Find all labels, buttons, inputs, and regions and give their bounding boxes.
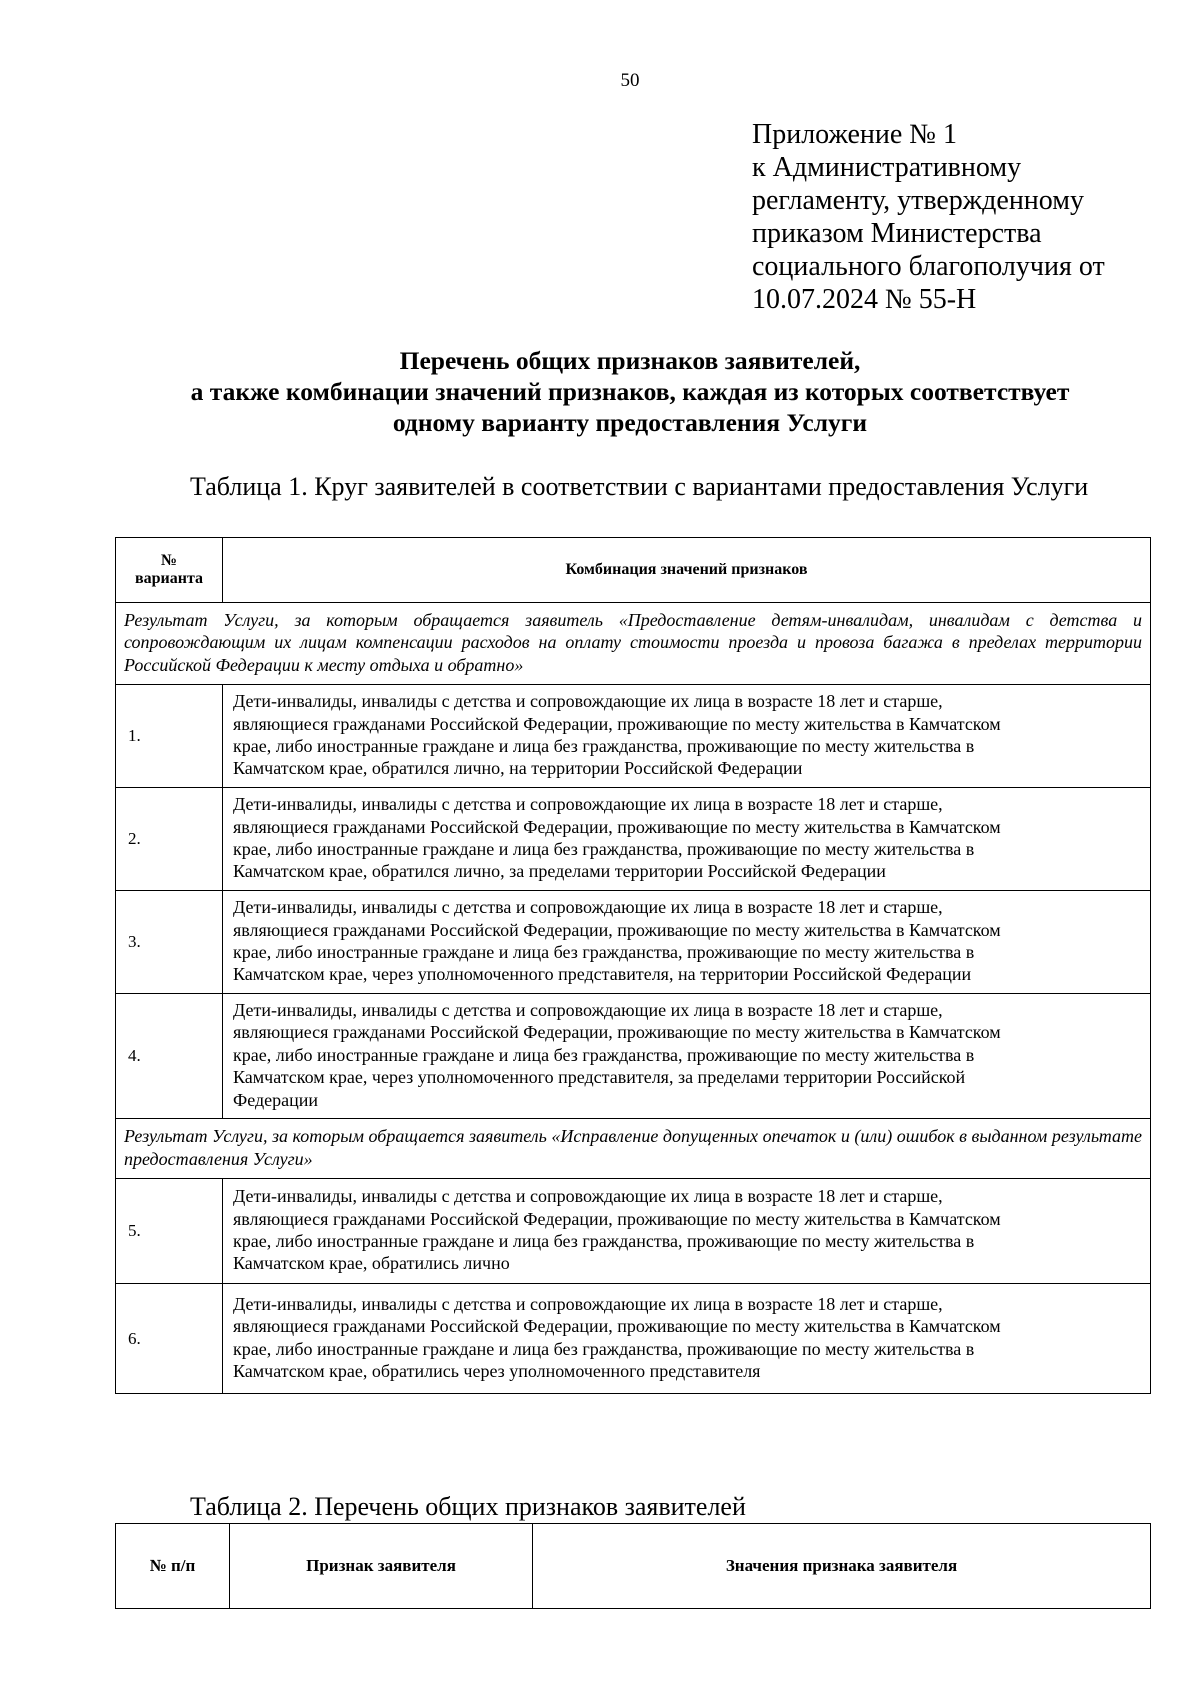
section-row — [116, 603, 1151, 685]
attribute-values-header: Значения признака заявителя — [533, 1524, 1151, 1609]
title-line: а также комбинации значений признаков, каждая из которых соответствует — [190, 377, 1070, 406]
table2-caption: Таблица 2. Перечень общих признаков заявителей — [190, 1492, 746, 1521]
table-row — [116, 788, 1151, 891]
table-row — [116, 994, 1151, 1119]
appendix-line: социального благополучия от — [752, 251, 1105, 282]
appendix-line: приказом Министерства — [752, 218, 1042, 249]
variant-description: Дети-инвалиды, инвалиды с детства и сопровождающие их лица в возрасте 18 лет и старше, являющиеся гражданами Российской Федерации, проживающие по месту жительства в Камчатском крае, либо иностранные граждане и лица без гражданства, проживающие по месту жительства в Камчатском крае, обратились лично — [223, 1179, 1151, 1284]
variant-number: 1. — [116, 685, 223, 788]
variant-number: 4. — [116, 994, 223, 1119]
section-row — [116, 1119, 1151, 1179]
page-number: 50 — [620, 70, 640, 91]
combination-header: Комбинация значений признаков — [223, 538, 1151, 603]
appendix-line: Приложение № 1 — [752, 119, 957, 150]
variant-number: 5. — [116, 1179, 223, 1284]
table-row — [116, 1179, 1151, 1284]
table-row — [116, 685, 1151, 788]
applicants-variants-table — [115, 537, 1151, 1394]
title-line: Перечень общих признаков заявителей, — [399, 346, 861, 375]
appendix-note — [752, 118, 1182, 316]
table-row — [116, 1284, 1151, 1394]
variant-description: Дети-инвалиды, инвалиды с детства и сопровождающие их лица в возрасте 18 лет и старше, являющиеся гражданами Российской Федерации, проживающие по месту жительства в Камчатском крае, либо иностранные граждане и лица без гражданства, проживающие по месту жительства в Камчатском крае, обратились через уполномоченного представителя — [223, 1284, 1151, 1394]
variant-number-header: № варианта — [116, 538, 223, 603]
variant-number: 6. — [116, 1284, 223, 1394]
table-row — [116, 891, 1151, 994]
table-header-row — [116, 1524, 1151, 1609]
variant-description: Дети-инвалиды, инвалиды с детства и сопровождающие их лица в возрасте 18 лет и старше, являющиеся гражданами Российской Федерации, проживающие по месту жительства в Камчатском крае, либо иностранные граждане и лица без гражданства, проживающие по месту жительства в Камчатском крае, через уполномоченного представителя, на территории Российской Федерации — [223, 891, 1151, 994]
section-result-corrections: Результат Услуги, за которым обращается заявитель «Исправление допущенных опечаток и (или) ошибок в выданном результате предоставления Услуги» — [116, 1119, 1151, 1179]
variant-description: Дети-инвалиды, инвалиды с детства и сопровождающие их лица в возрасте 18 лет и старше, являющиеся гражданами Российской Федерации, проживающие по месту жительства в Камчатском крае, либо иностранные граждане и лица без гражданства, проживающие по месту жительства в Камчатском крае, обратился лично, за пределами территории Российской Федерации — [223, 788, 1151, 891]
table-header-row — [116, 538, 1151, 603]
appendix-line: регламенту, утвержденному — [752, 185, 1084, 216]
document-title — [115, 345, 1145, 438]
applicant-attributes-table — [115, 1523, 1151, 1609]
variant-number: 2. — [116, 788, 223, 891]
appendix-line: 10.07.2024 № 55-Н — [752, 284, 977, 315]
variant-description: Дети-инвалиды, инвалиды с детства и сопровождающие их лица в возрасте 18 лет и старше, являющиеся гражданами Российской Федерации, проживающие по месту жительства в Камчатском крае, либо иностранные граждане и лица без гражданства, проживающие по месту жительства в Камчатском крае, обратился лично, на территории Российской Федерации — [223, 685, 1151, 788]
appendix-line: к Административному — [752, 152, 1022, 183]
table1-caption: Таблица 1. Круг заявителей в соответствии с вариантами предоставления Услуги — [190, 472, 1089, 501]
title-line: одному варианту предоставления Услуги — [392, 408, 868, 437]
section-result-compensation: Результат Услуги, за которым обращается заявитель «Предоставление детям-инвалидам, инвалидам с детства и сопровождающим их лицам компенсации расходов на оплату стоимости проезда и провоза багажа в пределах территории Российской Федерации к месту отдыха и обратно» — [116, 603, 1151, 685]
row-number-header: № п/п — [116, 1524, 230, 1609]
variant-description: Дети-инвалиды, инвалиды с детства и сопровождающие их лица в возрасте 18 лет и старше, являющиеся гражданами Российской Федерации, проживающие по месту жительства в Камчатском крае, либо иностранные граждане и лица без гражданства, проживающие по месту жительства в Камчатском крае, через уполномоченного представителя, за пределами территории Российской Федерации — [223, 994, 1151, 1119]
variant-number: 3. — [116, 891, 223, 994]
attribute-header: Признак заявителя — [230, 1524, 533, 1609]
